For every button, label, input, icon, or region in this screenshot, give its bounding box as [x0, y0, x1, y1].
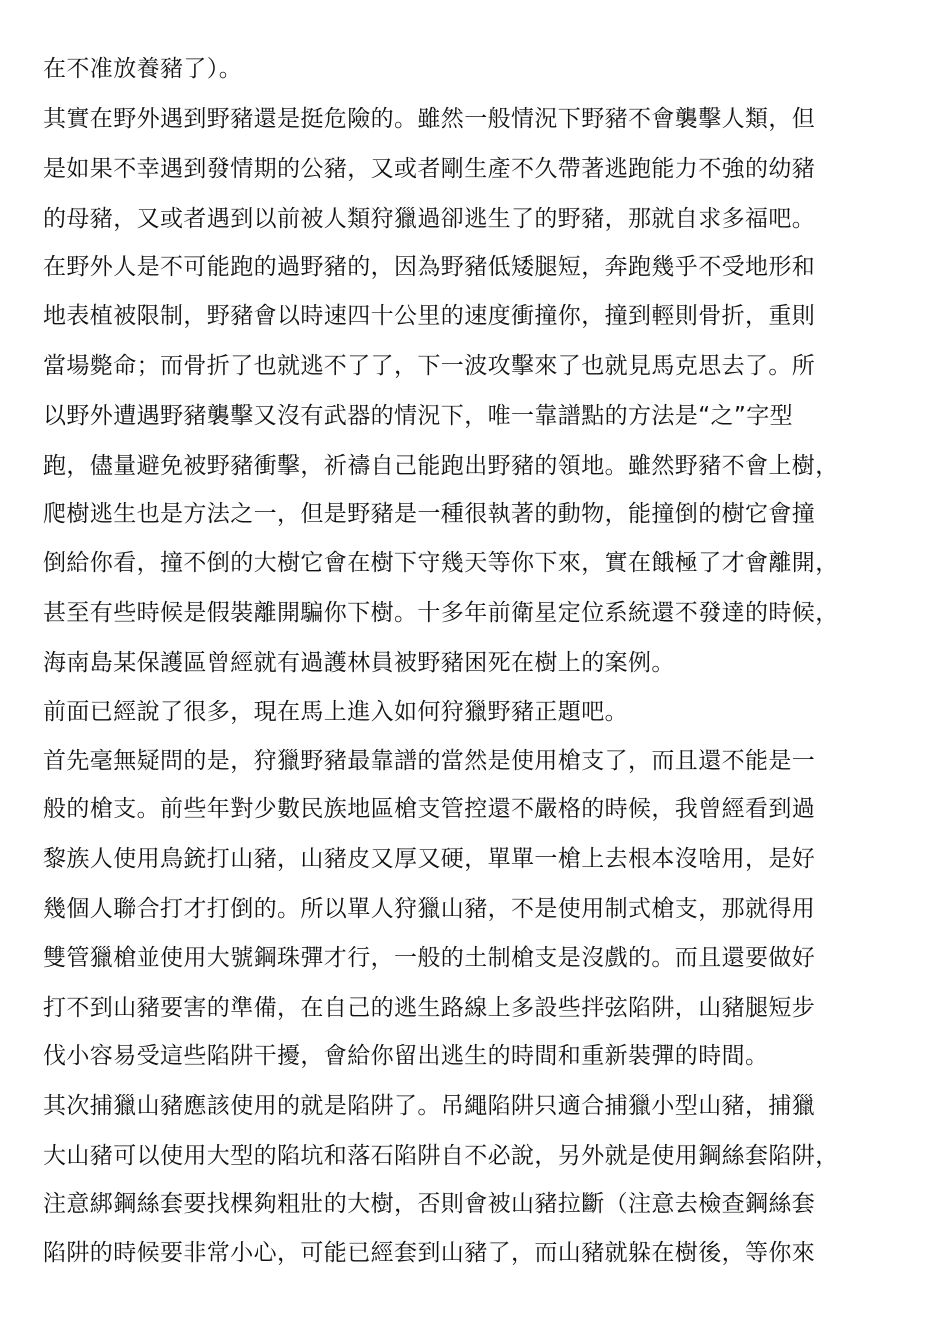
text-line: 地表植被限制，野豬會以時速四十公里的速度衝撞你，撞到輕則骨折，重則 [43, 303, 816, 329]
text-line: 爬樹逃生也是方法之一，但是野豬是一種很執著的動物，能撞倒的樹它會撞 [43, 501, 816, 527]
text-line: 雙管獵槍並使用大號鋼珠彈才行，一般的土制槍支是沒戲的。而且還要做好 [43, 945, 816, 971]
text-line: 當場斃命；而骨折了也就逃不了了，下一波攻擊來了也就見馬克思去了。所 [43, 353, 816, 379]
text-line: 其實在野外遇到野豬還是挺危險的。雖然一般情況下野豬不會襲擊人類，但 [43, 106, 816, 132]
text-line: 以野外遭遇野豬襲擊又沒有武器的情況下，唯一靠譜點的方法是“之”字型 [43, 403, 794, 429]
text-line: 是如果不幸遇到發情期的公豬，又或者剛生產不久帶著逃跑能力不強的幼豬 [43, 156, 816, 182]
text-line: 注意綁鋼絲套要找棵夠粗壯的大樹，否則會被山豬拉斷（注意去檢查鋼絲套 [43, 1191, 816, 1217]
text-line: 大山豬可以使用大型的陷坑和落石陷阱自不必說，另外就是使用鋼絲套陷阱， [43, 1143, 839, 1169]
text-line: 黎族人使用鳥銃打山豬，山豬皮又厚又硬，單單一槍上去根本沒啥用，是好 [43, 846, 816, 872]
text-line: 般的槍支。前些年對少數民族地區槍支管控還不嚴格的時候，我曾經看到過 [43, 796, 816, 822]
text-line: 在不准放養豬了）。 [43, 56, 243, 82]
text-line: 打不到山豬要害的準備，在自己的逃生路線上多設些拌弦陷阱，山豬腿短步 [43, 995, 816, 1021]
text-line: 其次捕獵山豬應該使用的就是陷阱了。吊繩陷阱只適合捕獵小型山豬，捕獵 [43, 1093, 816, 1119]
text-line: 首先毫無疑問的是，狩獵野豬最靠譜的當然是使用槍支了，而且還不能是一 [43, 748, 816, 774]
text-line: 前面已經說了很多，現在馬上進入如何狩獵野豬正題吧。 [43, 699, 628, 725]
text-line: 在野外人是不可能跑的過野豬的，因為野豬低矮腿短，奔跑幾乎不受地形和 [43, 254, 816, 280]
text-line: 甚至有些時候是假裝離開騙你下樹。十多年前衛星定位系統還不發達的時候， [43, 600, 839, 626]
text-line: 的母豬，又或者遇到以前被人類狩獵過卻逃生了的野豬，那就自求多福吧。 [43, 206, 816, 232]
text-line: 跑，儘量避免被野豬衝擊，祈禱自己能跑出野豬的領地。雖然野豬不會上樹， [43, 453, 839, 479]
text-line: 伐小容易受這些陷阱干擾，會給你留出逃生的時間和重新裝彈的時間。 [43, 1043, 769, 1069]
text-line: 海南島某保護區曾經就有過護林員被野豬困死在樹上的案例。 [43, 650, 675, 676]
text-line: 陷阱的時候要非常小心，可能已經套到山豬了，而山豬就躲在樹後，等你來 [43, 1240, 816, 1266]
text-line: 幾個人聯合打才打倒的。所以單人狩獵山豬，不是使用制式槍支，那就得用 [43, 896, 816, 922]
text-line: 倒給你看，撞不倒的大樹它會在樹下守幾天等你下來，實在餓極了才會離開， [43, 550, 839, 576]
